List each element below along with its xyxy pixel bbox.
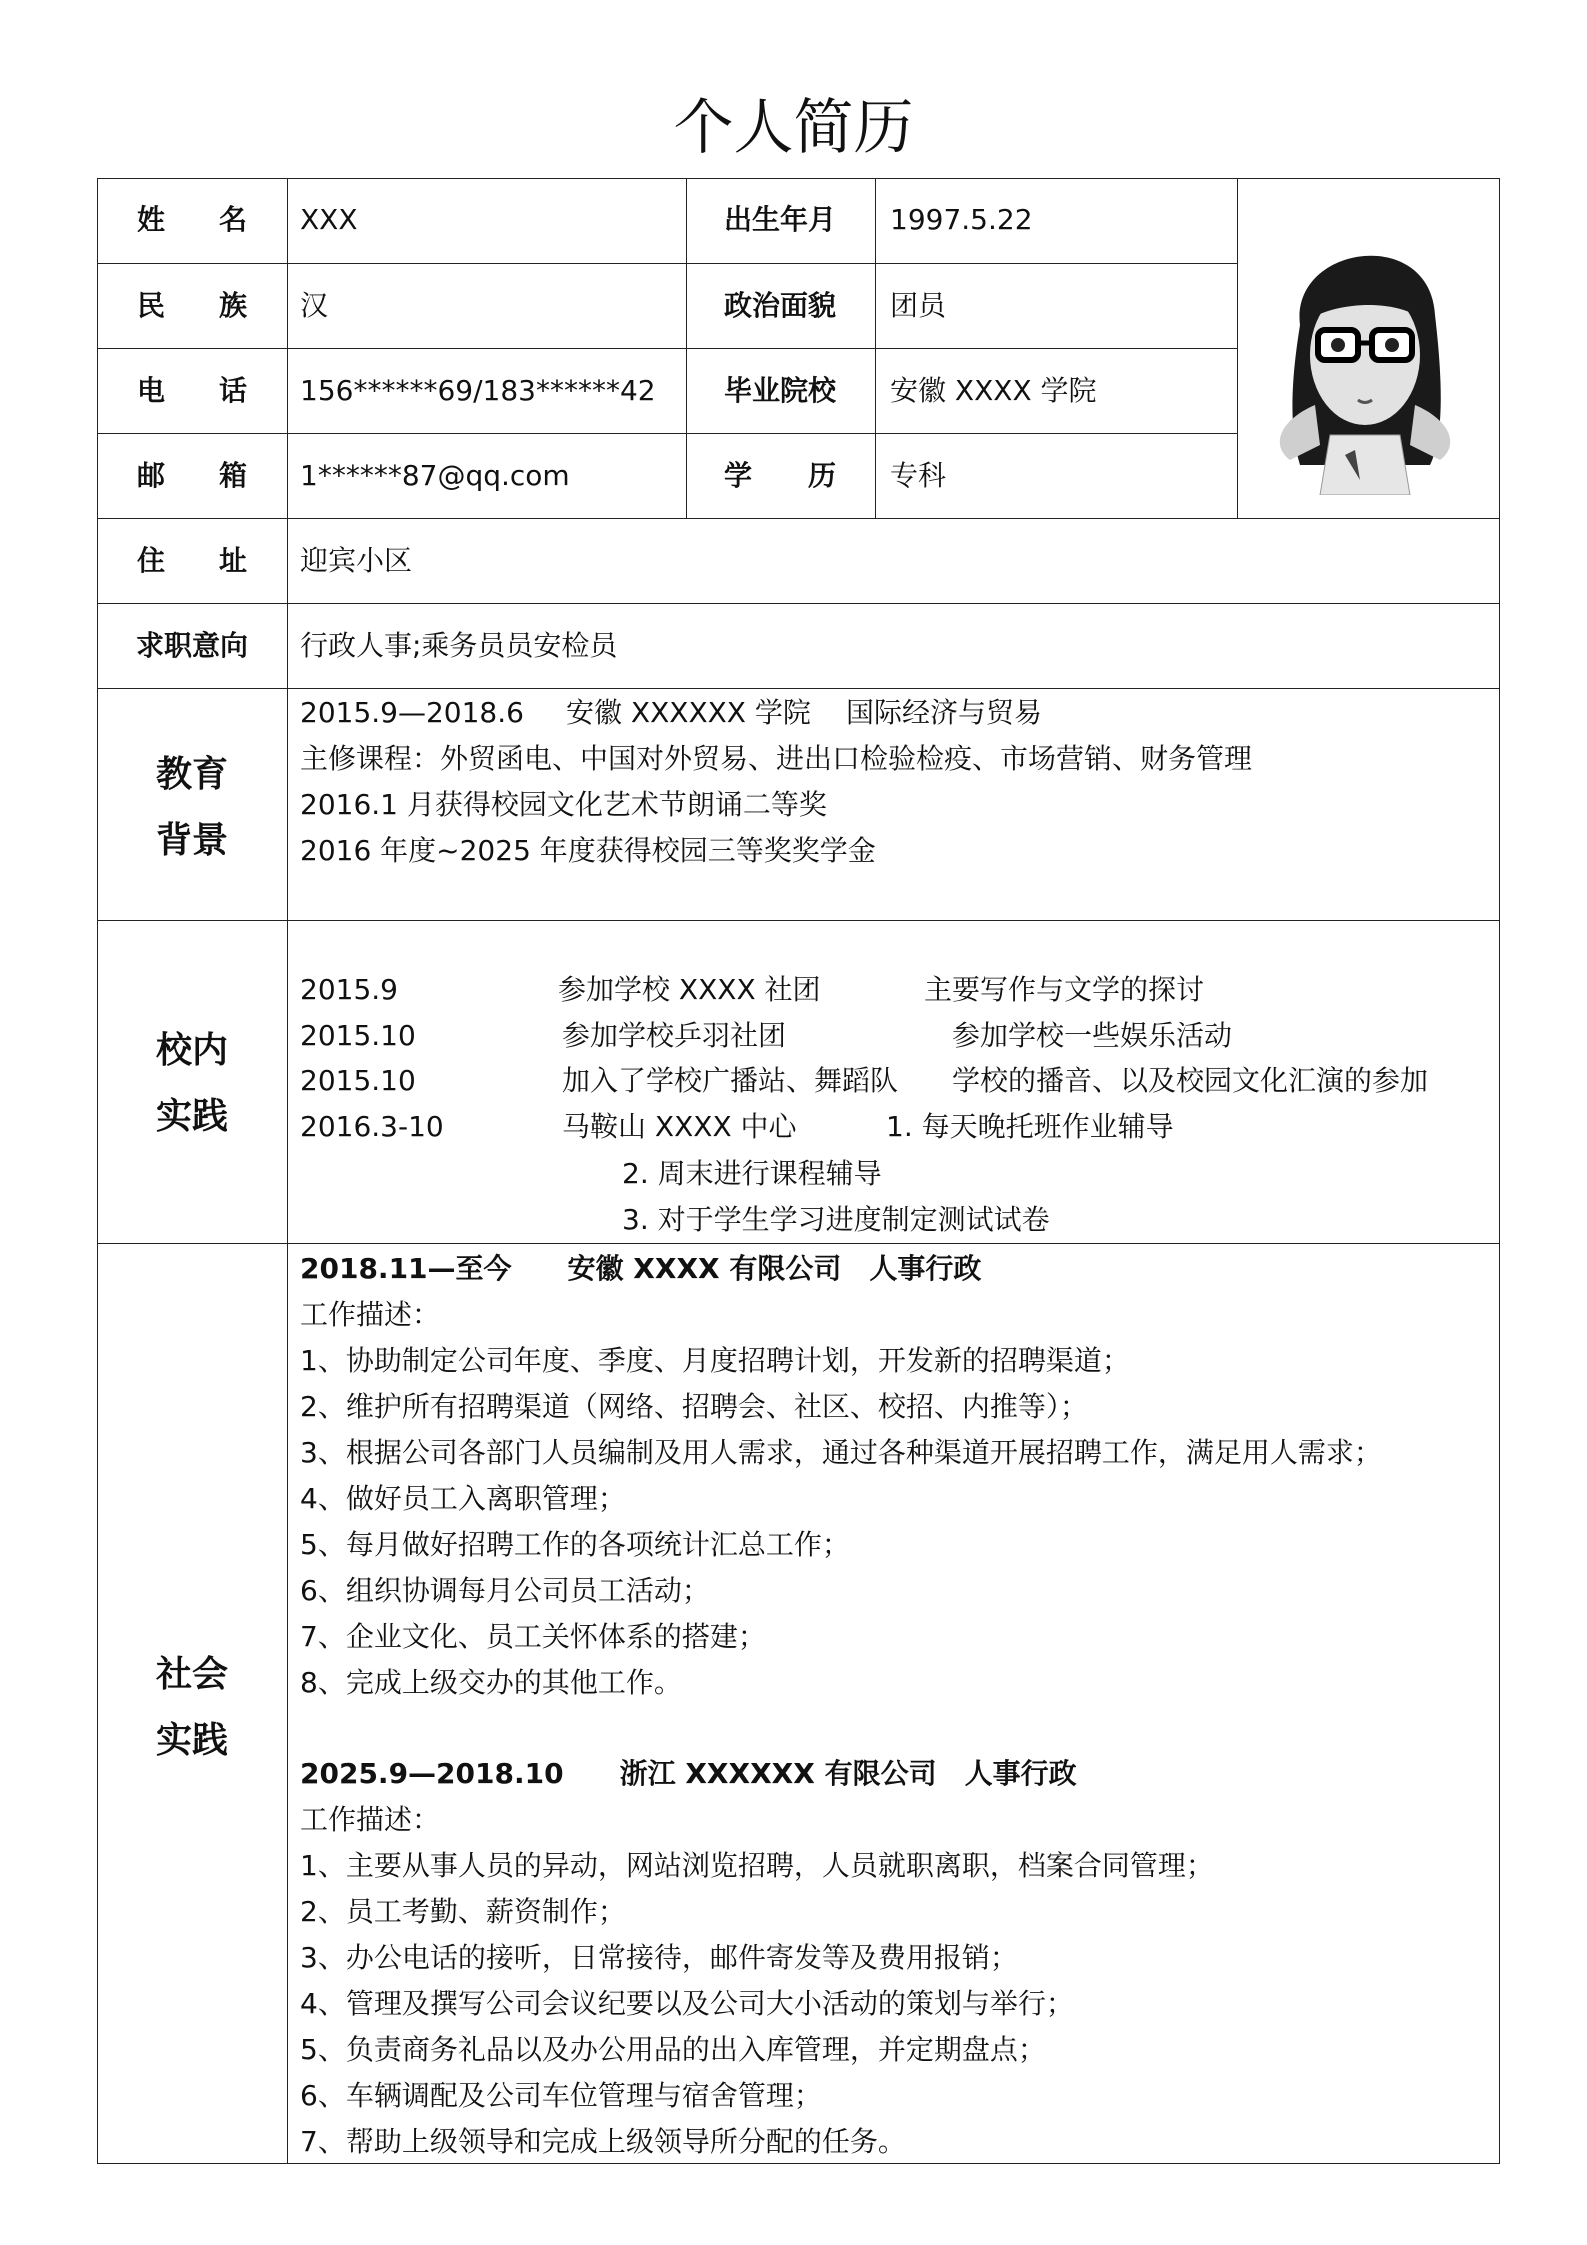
birth-value: 1997.5.22 (890, 203, 1033, 236)
column-divider (1237, 178, 1238, 518)
job-item: 1、主要从事人员的异动，网站浏览招聘，人员就职离职，档案合同管理； (300, 1849, 1214, 1882)
row-divider (97, 920, 1500, 921)
address-value: 迎宾小区 (300, 544, 413, 577)
campus-extra: 2. 周末进行课程辅导 (622, 1157, 882, 1190)
social-label: 社会 实践 (155, 1654, 228, 1761)
phone-value: 156******69/183******42 (300, 374, 656, 407)
campus-desc: 学校的播音、以及校园文化汇演的参加 (952, 1064, 1429, 1097)
degree-value: 专科 (890, 459, 947, 492)
education-major: 国际经济与贸易 (846, 696, 1043, 729)
campus-date: 2015.10 (300, 1064, 416, 1097)
row-divider (97, 1243, 1500, 1244)
avatar (1260, 205, 1470, 495)
intent-label: 求职意向 (136, 629, 249, 662)
school-label: 毕业院校 (724, 374, 837, 407)
job-item: 7、帮助上级领导和完成上级领导所分配的任务。 (300, 2125, 906, 2158)
phone-label: 电 话 (137, 374, 247, 407)
job-header: 2018.11—至今 安徽 XXXX 有限公司 人事行政 (300, 1252, 982, 1285)
job-desc-label: 工作描述： (300, 1298, 441, 1331)
row-divider (97, 433, 1237, 434)
column-divider (686, 178, 687, 518)
education-school: 安徽 XXXXXX 学院 (566, 696, 811, 729)
address-label: 住 址 (137, 544, 247, 577)
campus-org: 参加学校乒羽社团 (562, 1019, 787, 1052)
job-item: 8、完成上级交办的其他工作。 (300, 1666, 682, 1699)
job-item: 4、管理及撰写公司会议纪要以及公司大小活动的策划与举行； (300, 1987, 1074, 2020)
job-item: 6、组织协调每月公司员工活动； (300, 1574, 710, 1607)
political-label: 政治面貌 (724, 289, 837, 322)
job-header: 2025.9—2018.10 浙江 XXXXXX 有限公司 人事行政 (300, 1757, 1077, 1790)
campus-desc: 参加学校一些娱乐活动 (952, 1019, 1233, 1052)
education-line: 2016.1 月获得校园文化艺术节朗诵二等奖 (300, 788, 827, 821)
campus-date: 2015.10 (300, 1019, 416, 1052)
row-divider (97, 518, 1500, 519)
campus-org: 马鞍山 XXXX 中心 (562, 1110, 797, 1143)
campus-org: 加入了学校广播站、舞蹈队 (562, 1064, 899, 1097)
birth-label: 出生年月 (724, 203, 837, 236)
row-divider (97, 603, 1500, 604)
education-line: 2016 年度~2025 年度获得校园三等奖奖学金 (300, 834, 876, 867)
job-item: 7、企业文化、员工关怀体系的搭建； (300, 1620, 766, 1653)
job-item: 2、员工考勤、薪资制作； (300, 1895, 626, 1928)
campus-extra: 3. 对于学生学习进度制定测试试卷 (622, 1203, 1050, 1236)
job-item: 4、做好员工入离职管理； (300, 1482, 626, 1515)
campus-org: 参加学校 XXXX 社团 (558, 973, 821, 1006)
intent-value: 行政人事;乘务员员安检员 (300, 629, 618, 662)
campus-label: 校内 实践 (155, 1030, 228, 1137)
campus-date: 2016.3-10 (300, 1110, 444, 1143)
political-value: 团员 (890, 289, 947, 322)
column-divider (875, 178, 876, 518)
job-item: 3、根据公司各部门人员编制及用人需求，通过各种渠道开展招聘工作，满足用人需求； (300, 1436, 1382, 1469)
row-divider (97, 688, 1500, 689)
education-line: 主修课程：外贸函电、中国对外贸易、进出口检验检疫、市场营销、财务管理 (300, 742, 1253, 775)
row-divider (97, 263, 1237, 264)
campus-desc: 主要写作与文学的探讨 (924, 973, 1205, 1006)
campus-date: 2015.9 (300, 973, 398, 1006)
degree-label: 学 历 (724, 459, 836, 492)
name-value: XXX (300, 203, 358, 236)
row-divider (97, 348, 1237, 349)
email-value: 1******87@qq.com (300, 459, 570, 492)
job-item: 5、每月做好招聘工作的各项统计汇总工作； (300, 1528, 850, 1561)
education-label: 教育 背景 (155, 754, 228, 861)
job-item: 3、办公电话的接听，日常接待，邮件寄发等及费用报销； (300, 1941, 1018, 1974)
job-item: 6、车辆调配及公司车位管理与宿舍管理； (300, 2079, 822, 2112)
job-item: 2、维护所有招聘渠道（网络、招聘会、社区、校招、内推等）； (300, 1390, 1088, 1423)
school-value: 安徽 XXXX 学院 (890, 374, 1097, 407)
job-item: 5、负责商务礼品以及办公用品的出入库管理，并定期盘点； (300, 2033, 1046, 2066)
education-period: 2015.9—2018.6 (300, 696, 524, 729)
page-title: 个人简历 (673, 93, 914, 163)
column-divider (287, 178, 288, 2164)
job-desc-label: 工作描述： (300, 1803, 441, 1836)
name-label: 姓 名 (137, 203, 247, 236)
campus-desc: 1. 每天晚托班作业辅导 (886, 1110, 1174, 1143)
email-label: 邮 箱 (137, 459, 247, 492)
ethnic-label: 民 族 (137, 289, 247, 322)
job-item: 1、协助制定公司年度、季度、月度招聘计划，开发新的招聘渠道； (300, 1344, 1130, 1377)
ethnic-value: 汉 (300, 289, 329, 322)
